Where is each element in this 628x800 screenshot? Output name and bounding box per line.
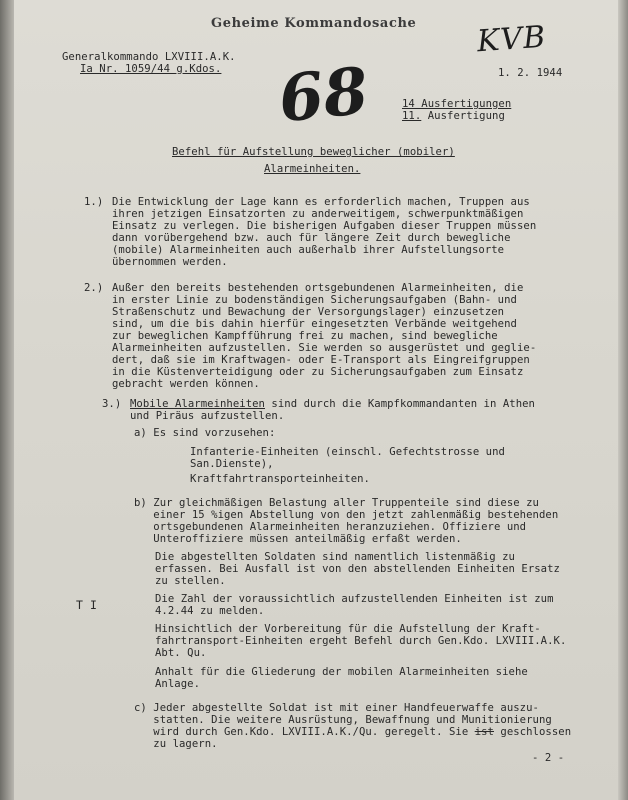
handwritten-mark: KVB — [475, 19, 548, 60]
classification-heading: Geheime Kommandosache — [211, 16, 417, 31]
handwritten-number: 68 — [275, 53, 372, 138]
sec3a-item: Kraftfahrtransporteinheiten. — [190, 473, 370, 485]
sec3-line-1-rest: sind durch die Kampfkommandanten in Athen — [265, 398, 535, 410]
sec3b-line: Anhalt für die Gliederung der mobilen Alarmeinheiten siehe — [155, 666, 528, 678]
page-number: - 2 - — [532, 752, 565, 764]
sec1-line: Einsatz zu verlegen. Die bisherigen Aufgaben dieser Truppen müssen — [112, 220, 537, 232]
sec3b-line: zu stellen. — [155, 575, 226, 587]
margin-note: T I — [76, 598, 97, 612]
title-line-2: Alarmeinheiten. — [264, 163, 361, 175]
sec3b-line: Die abgestellten Soldaten sind namentlich listenmäßig zu — [155, 551, 515, 563]
sec2-line: zur beweglichen Kampfführung frei zu machen, sind bewegliche — [112, 330, 498, 342]
sec3b-line: einer 15 %igen Abstellung von den jetzt zahlenmäßig bestehenden — [134, 509, 559, 521]
copy-number: 11. — [402, 110, 422, 122]
document-date: 1. 2. 1944 — [498, 67, 563, 79]
sec3b-line: Anlage. — [155, 678, 200, 690]
sec3a-item: San.Dienste), — [190, 458, 274, 470]
sec3c-line: statten. Die weitere Ausrüstung, Bewaffnung und Munitionierung — [134, 714, 552, 726]
issuer: Generalkommando LXVIII.A.K. — [62, 51, 236, 63]
sec3c-line-3-start: wird durch Gen.Kdo. LXVIII.A.K./Qu. geregelt. Sie — [134, 726, 475, 738]
sec2-line: sind, um die bis dahin hierfür eingesetzten Verbände weitgehend — [112, 318, 517, 330]
struck-word: ist — [474, 726, 494, 738]
copies-total: 14 Ausfertigungen — [402, 98, 512, 110]
sec2-line: in erster Linie zu bodenständigen Sicherungsaufgaben (Bahn- und — [112, 294, 517, 306]
sec2-line: Straßenschutz und Bewachung der Versorgungslager) einzusetzen — [112, 306, 505, 318]
sec3b-line: fahrtransport-Einheiten ergeht Befehl durch Gen.Kdo. LXVIII.A.K. — [155, 635, 567, 647]
sec3b-line: 4.2.44 zu melden. — [155, 605, 265, 617]
sec3b-line: ortsgebundenen Alarmeinheiten heranzuziehen. Offiziere und — [134, 521, 527, 533]
sec3b-line: Hinsichtlich der Vorbereitung für die Aufstellung der Kraft- — [155, 623, 541, 635]
copy-number-line — [402, 110, 505, 122]
copy-label: Ausfertigung — [427, 110, 505, 122]
sec1-line: dann vorübergehend bzw. auch für längere Zeit durch bewegliche — [112, 232, 511, 244]
section-1-number: 1.) — [84, 196, 104, 208]
sec3b-line: Unteroffiziere müssen anteilmäßig erfaßt werden. — [134, 533, 462, 545]
sec1-line: übernommen werden. — [112, 256, 228, 268]
title-line-1: Befehl für Aufstellung beweglicher (mobiler) — [172, 146, 455, 158]
sec2-line: Alarmeinheiten aufzustellen. Sie werden so ausgerüstet und geglie- — [112, 342, 537, 354]
sec2-line: dert, daß sie im Kraftwagen- oder E-Transport als Eingreifgruppen — [112, 354, 530, 366]
section-2-number: 2.) — [84, 282, 104, 294]
sec3b-line: Abt. Qu. — [155, 647, 207, 659]
sec2-line: gebracht werden können. — [112, 378, 260, 390]
sec3a-label: a) Es sind vorzusehen: — [134, 427, 276, 439]
sec1-line: (mobile) Alarmeinheiten auch außerhalb ihrer Aufstellungsorte — [112, 244, 505, 256]
sec1-line: Die Entwicklung der Lage kann es erforderlich machen, Truppen aus — [112, 196, 530, 208]
sec3c-line: zu lagern. — [134, 738, 218, 750]
section-3-number: 3.) — [102, 398, 122, 410]
sec3c-line: c) Jeder abgestellte Soldat ist mit einer Handfeuerwaffe auszu- — [134, 702, 539, 714]
sec3-line-1 — [130, 398, 535, 410]
sec3-line-2: und Piräus aufzustellen. — [130, 410, 285, 422]
sec3-term: Mobile Alarmeinheiten — [130, 398, 265, 410]
sec3b-line: erfassen. Bei Ausfall ist von den abstellenden Einheiten Ersatz — [155, 563, 560, 575]
sec3c-line-3-end: geschlossen — [493, 726, 572, 738]
sec2-line: Außer den bereits bestehenden ortsgebundenen Alarmeinheiten, die — [112, 282, 524, 294]
sec3b-line: b) Zur gleichmäßigen Belastung aller Truppenteile sind diese zu — [134, 497, 539, 509]
sec3b-line: Die Zahl der voraussichtlich aufzustellenden Einheiten ist zum — [155, 593, 554, 605]
reference-number: Ia Nr. 1059/44 g.Kdos. — [80, 63, 222, 75]
sec3c-line-3 — [134, 726, 571, 738]
sec1-line: ihren jetzigen Einsatzorten zu anderweitigem, schwerpunktmäßigen — [112, 208, 524, 220]
sec3a-item: Infanterie-Einheiten (einschl. Gefechtstrosse und — [190, 446, 505, 458]
sec2-line: in die Küstenverteidigung oder zu Sicherungsaufgaben zum Einsatz — [112, 366, 524, 378]
